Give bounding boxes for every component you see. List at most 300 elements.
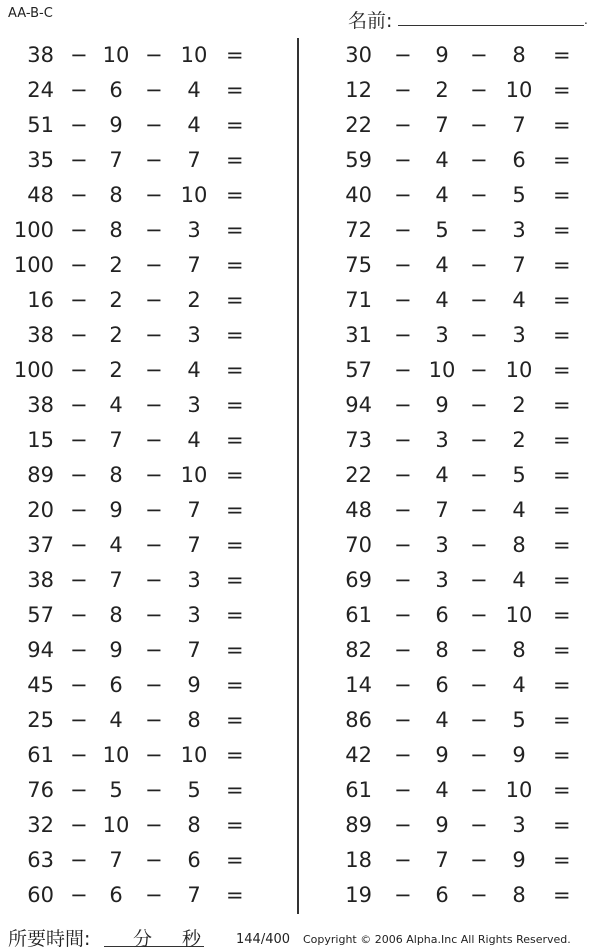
problem-row — [0, 668, 290, 703]
minuend: 57 — [345, 358, 372, 382]
minuend: 94 — [345, 393, 372, 417]
name-label: 名前: — [348, 10, 393, 32]
problem-row — [0, 528, 290, 563]
problem-row — [0, 738, 290, 773]
subtrahend-1: 8 — [109, 183, 123, 207]
worksheet-code: AA-B-C — [8, 6, 53, 21]
minuend: 31 — [345, 323, 372, 347]
minus-sign: − — [145, 603, 163, 627]
problem-row — [0, 283, 290, 318]
subtrahend-2: 8 — [187, 813, 201, 837]
subtrahend-2: 3 — [187, 393, 201, 417]
minus-sign: − — [470, 813, 488, 837]
minus-sign: − — [70, 428, 88, 452]
minus-sign: − — [145, 113, 163, 137]
subtrahend-1: 4 — [435, 148, 449, 172]
equals-sign: = — [226, 358, 244, 382]
equals-sign: = — [553, 253, 571, 277]
equals-sign: = — [553, 428, 571, 452]
minuend: 72 — [345, 218, 372, 242]
minus-sign: − — [394, 813, 412, 837]
minuend: 82 — [345, 638, 372, 662]
subtrahend-1: 6 — [109, 883, 123, 907]
subtrahend-2: 8 — [512, 533, 526, 557]
subtrahend-1: 10 — [428, 358, 456, 382]
minus-sign: − — [70, 358, 88, 382]
subtrahend-1: 8 — [109, 463, 123, 487]
problem-row — [328, 108, 600, 143]
subtrahend-1: 6 — [109, 673, 123, 697]
minus-sign: − — [394, 323, 412, 347]
equals-sign: = — [553, 603, 571, 627]
subtrahend-2: 9 — [512, 743, 526, 767]
subtrahend-1: 8 — [109, 218, 123, 242]
equals-sign: = — [553, 463, 571, 487]
equals-sign: = — [553, 813, 571, 837]
subtrahend-1: 5 — [109, 778, 123, 802]
equals-sign: = — [226, 428, 244, 452]
seconds-unit: 秒 — [182, 928, 202, 950]
minus-sign: − — [145, 393, 163, 417]
minuend: 61 — [27, 743, 54, 767]
minus-sign: − — [394, 218, 412, 242]
subtrahend-2: 3 — [187, 568, 201, 592]
minus-sign: − — [470, 393, 488, 417]
minus-sign: − — [394, 428, 412, 452]
minus-sign: − — [394, 113, 412, 137]
minus-sign: − — [70, 253, 88, 277]
subtrahend-2: 7 — [512, 253, 526, 277]
minus-sign: − — [70, 533, 88, 557]
minus-sign: − — [70, 708, 88, 732]
subtrahend-1: 4 — [435, 253, 449, 277]
equals-sign: = — [553, 288, 571, 312]
minus-sign: − — [394, 568, 412, 592]
minuend: 69 — [345, 568, 372, 592]
minuend: 30 — [345, 43, 372, 67]
equals-sign: = — [553, 533, 571, 557]
subtrahend-1: 2 — [109, 288, 123, 312]
problem-row — [328, 38, 600, 73]
subtrahend-1: 6 — [109, 78, 123, 102]
minus-sign: − — [70, 393, 88, 417]
minuend: 45 — [27, 673, 54, 697]
minus-sign: − — [470, 673, 488, 697]
minus-sign: − — [70, 568, 88, 592]
equals-sign: = — [226, 148, 244, 172]
minus-sign: − — [145, 813, 163, 837]
minus-sign: − — [70, 778, 88, 802]
subtrahend-1: 4 — [435, 288, 449, 312]
copyright-text: Copyright © 2006 Alpha.Inc All Rights Reserved. — [303, 933, 571, 946]
subtrahend-2: 7 — [187, 533, 201, 557]
subtrahend-2: 5 — [512, 463, 526, 487]
equals-sign: = — [553, 113, 571, 137]
problem-row — [328, 248, 600, 283]
minus-sign: − — [394, 708, 412, 732]
equals-sign: = — [553, 43, 571, 67]
subtrahend-1: 3 — [435, 323, 449, 347]
equals-sign: = — [226, 288, 244, 312]
problem-row — [0, 423, 290, 458]
minus-sign: − — [70, 603, 88, 627]
minus-sign: − — [394, 778, 412, 802]
minus-sign: − — [470, 568, 488, 592]
minus-sign: − — [145, 463, 163, 487]
minus-sign: − — [394, 148, 412, 172]
subtrahend-1: 9 — [435, 743, 449, 767]
equals-sign: = — [226, 603, 244, 627]
equals-sign: = — [553, 708, 571, 732]
subtrahend-2: 9 — [187, 673, 201, 697]
subtrahend-2: 5 — [512, 708, 526, 732]
minuend: 19 — [345, 883, 372, 907]
minus-sign: − — [394, 463, 412, 487]
minus-sign: − — [394, 358, 412, 382]
minus-sign: − — [470, 253, 488, 277]
minuend: 18 — [345, 848, 372, 872]
minus-sign: − — [70, 638, 88, 662]
equals-sign: = — [553, 568, 571, 592]
minus-sign: − — [470, 183, 488, 207]
subtrahend-1: 7 — [109, 428, 123, 452]
right-problem-column — [328, 38, 600, 913]
problem-row — [328, 668, 600, 703]
minus-sign: − — [145, 183, 163, 207]
subtrahend-2: 3 — [187, 603, 201, 627]
minus-sign: − — [70, 113, 88, 137]
minuend: 100 — [13, 253, 54, 277]
problem-row — [0, 633, 290, 668]
minus-sign: − — [70, 43, 88, 67]
problem-row — [328, 213, 600, 248]
equals-sign: = — [226, 218, 244, 242]
minus-sign: − — [470, 743, 488, 767]
problem-row — [0, 808, 290, 843]
equals-sign: = — [553, 323, 571, 347]
minus-sign: − — [145, 708, 163, 732]
minuend: 25 — [27, 708, 54, 732]
minus-sign: − — [394, 883, 412, 907]
subtrahend-1: 9 — [109, 113, 123, 137]
minus-sign: − — [470, 288, 488, 312]
minus-sign: − — [470, 638, 488, 662]
equals-sign: = — [226, 498, 244, 522]
problem-row — [328, 283, 600, 318]
equals-sign: = — [226, 708, 244, 732]
minus-sign: − — [394, 498, 412, 522]
problem-row — [328, 563, 600, 598]
minus-sign: − — [394, 183, 412, 207]
equals-sign: = — [226, 533, 244, 557]
subtrahend-2: 9 — [512, 848, 526, 872]
minuend: 86 — [345, 708, 372, 732]
minus-sign: − — [470, 603, 488, 627]
problem-row — [0, 353, 290, 388]
subtrahend-2: 6 — [512, 148, 526, 172]
subtrahend-2: 3 — [512, 323, 526, 347]
minus-sign: − — [394, 253, 412, 277]
minuend: 38 — [27, 323, 54, 347]
minuend: 61 — [345, 603, 372, 627]
minus-sign: − — [470, 323, 488, 347]
subtrahend-1: 5 — [435, 218, 449, 242]
minuend: 73 — [345, 428, 372, 452]
minuend: 61 — [345, 778, 372, 802]
equals-sign: = — [226, 323, 244, 347]
equals-sign: = — [226, 113, 244, 137]
equals-sign: = — [553, 148, 571, 172]
problem-row — [328, 423, 600, 458]
minus-sign: − — [145, 533, 163, 557]
minus-sign: − — [394, 638, 412, 662]
subtrahend-2: 4 — [187, 428, 201, 452]
problem-row — [0, 318, 290, 353]
problem-row — [328, 598, 600, 633]
subtrahend-2: 7 — [187, 498, 201, 522]
problem-row — [0, 108, 290, 143]
subtrahend-2: 3 — [512, 218, 526, 242]
minus-sign: − — [145, 743, 163, 767]
subtrahend-2: 5 — [512, 183, 526, 207]
name-field-line — [398, 25, 584, 26]
subtrahend-2: 10 — [180, 43, 208, 67]
equals-sign: = — [226, 883, 244, 907]
minus-sign: − — [70, 218, 88, 242]
minuend: 35 — [27, 148, 54, 172]
equals-sign: = — [553, 358, 571, 382]
minuend: 38 — [27, 568, 54, 592]
minuend: 63 — [27, 848, 54, 872]
minus-sign: − — [145, 568, 163, 592]
equals-sign: = — [553, 498, 571, 522]
minus-sign: − — [70, 288, 88, 312]
subtrahend-1: 7 — [109, 148, 123, 172]
problem-row — [0, 773, 290, 808]
subtrahend-1: 3 — [435, 428, 449, 452]
equals-sign: = — [553, 743, 571, 767]
subtrahend-2: 8 — [512, 638, 526, 662]
problem-row — [328, 353, 600, 388]
minus-sign: − — [145, 498, 163, 522]
equals-sign: = — [226, 778, 244, 802]
subtrahend-2: 2 — [512, 428, 526, 452]
subtrahend-2: 10 — [505, 603, 533, 627]
problem-row — [328, 493, 600, 528]
minus-sign: − — [470, 218, 488, 242]
subtrahend-2: 8 — [187, 708, 201, 732]
minuend: 14 — [345, 673, 372, 697]
equals-sign: = — [553, 638, 571, 662]
minuend: 70 — [345, 533, 372, 557]
equals-sign: = — [226, 183, 244, 207]
subtrahend-2: 4 — [512, 288, 526, 312]
minus-sign: − — [470, 43, 488, 67]
problem-row — [0, 843, 290, 878]
subtrahend-2: 7 — [187, 883, 201, 907]
subtrahend-1: 2 — [435, 78, 449, 102]
minus-sign: − — [470, 848, 488, 872]
minuend: 71 — [345, 288, 372, 312]
minuend: 100 — [13, 358, 54, 382]
minus-sign: − — [470, 463, 488, 487]
problem-row — [328, 843, 600, 878]
subtrahend-2: 7 — [187, 253, 201, 277]
subtrahend-2: 10 — [180, 463, 208, 487]
subtrahend-1: 7 — [435, 848, 449, 872]
minus-sign: − — [70, 813, 88, 837]
subtrahend-1: 10 — [102, 813, 130, 837]
minus-sign: − — [394, 533, 412, 557]
minutes-unit: 分 — [133, 928, 153, 950]
problem-row — [0, 38, 290, 73]
equals-sign: = — [226, 43, 244, 67]
subtrahend-1: 4 — [109, 708, 123, 732]
problem-row — [328, 73, 600, 108]
problem-row — [328, 878, 600, 913]
minuend: 22 — [345, 463, 372, 487]
subtrahend-1: 6 — [435, 603, 449, 627]
minus-sign: − — [470, 883, 488, 907]
equals-sign: = — [226, 253, 244, 277]
problem-row — [328, 738, 600, 773]
minus-sign: − — [70, 183, 88, 207]
subtrahend-2: 3 — [187, 218, 201, 242]
subtrahend-2: 8 — [512, 43, 526, 67]
minus-sign: − — [70, 883, 88, 907]
subtrahend-2: 7 — [187, 148, 201, 172]
minuend: 32 — [27, 813, 54, 837]
minuend: 94 — [27, 638, 54, 662]
minus-sign: − — [394, 43, 412, 67]
column-divider — [297, 38, 299, 914]
subtrahend-1: 4 — [435, 778, 449, 802]
minuend: 48 — [27, 183, 54, 207]
subtrahend-1: 4 — [109, 393, 123, 417]
subtrahend-1: 9 — [435, 813, 449, 837]
minus-sign: − — [394, 603, 412, 627]
equals-sign: = — [226, 673, 244, 697]
minus-sign: − — [470, 78, 488, 102]
subtrahend-2: 3 — [512, 813, 526, 837]
problem-row — [328, 318, 600, 353]
minus-sign: − — [145, 78, 163, 102]
subtrahend-2: 10 — [180, 183, 208, 207]
subtrahend-1: 7 — [435, 498, 449, 522]
subtrahend-1: 4 — [435, 183, 449, 207]
subtrahend-1: 2 — [109, 323, 123, 347]
minus-sign: − — [70, 78, 88, 102]
minus-sign: − — [470, 708, 488, 732]
equals-sign: = — [553, 78, 571, 102]
footer — [0, 924, 600, 952]
problem-row — [328, 528, 600, 563]
subtrahend-2: 4 — [187, 358, 201, 382]
problem-row — [328, 633, 600, 668]
equals-sign: = — [553, 183, 571, 207]
minus-sign: − — [470, 498, 488, 522]
subtrahend-2: 4 — [187, 113, 201, 137]
problem-row — [0, 73, 290, 108]
minuend: 38 — [27, 393, 54, 417]
minus-sign: − — [145, 848, 163, 872]
minuend: 20 — [27, 498, 54, 522]
minuend: 15 — [27, 428, 54, 452]
minus-sign: − — [145, 638, 163, 662]
subtrahend-1: 2 — [109, 253, 123, 277]
equals-sign: = — [553, 848, 571, 872]
minuend: 12 — [345, 78, 372, 102]
subtrahend-2: 7 — [187, 638, 201, 662]
subtrahend-1: 9 — [109, 498, 123, 522]
subtrahend-1: 8 — [109, 603, 123, 627]
minus-sign: − — [145, 883, 163, 907]
subtrahend-2: 2 — [187, 288, 201, 312]
problem-row — [328, 178, 600, 213]
minuend: 38 — [27, 43, 54, 67]
minuend: 89 — [27, 463, 54, 487]
minuend: 60 — [27, 883, 54, 907]
subtrahend-2: 10 — [505, 78, 533, 102]
minus-sign: − — [394, 393, 412, 417]
minuend: 48 — [345, 498, 372, 522]
problem-row — [0, 563, 290, 598]
minus-sign: − — [470, 533, 488, 557]
problem-row — [328, 773, 600, 808]
left-problem-column — [0, 38, 290, 913]
subtrahend-1: 4 — [109, 533, 123, 557]
subtrahend-1: 7 — [109, 568, 123, 592]
subtrahend-1: 9 — [435, 393, 449, 417]
minus-sign: − — [145, 428, 163, 452]
minuend: 76 — [27, 778, 54, 802]
subtrahend-1: 7 — [435, 113, 449, 137]
equals-sign: = — [226, 393, 244, 417]
subtrahend-2: 10 — [180, 743, 208, 767]
equals-sign: = — [226, 848, 244, 872]
subtrahend-1: 9 — [435, 43, 449, 67]
subtrahend-1: 4 — [435, 463, 449, 487]
subtrahend-1: 10 — [102, 743, 130, 767]
minuend: 40 — [345, 183, 372, 207]
subtrahend-2: 4 — [512, 568, 526, 592]
problem-row — [0, 878, 290, 913]
equals-sign: = — [226, 568, 244, 592]
problem-row — [0, 493, 290, 528]
page-number: 144/400 — [236, 932, 291, 947]
subtrahend-1: 4 — [435, 708, 449, 732]
subtrahend-1: 3 — [435, 568, 449, 592]
minus-sign: − — [470, 148, 488, 172]
minuend: 37 — [27, 533, 54, 557]
subtrahend-2: 6 — [187, 848, 201, 872]
minus-sign: − — [470, 113, 488, 137]
minuend: 16 — [27, 288, 54, 312]
subtrahend-1: 10 — [102, 43, 130, 67]
name-line-dot: . — [584, 13, 588, 27]
minus-sign: − — [145, 358, 163, 382]
equals-sign: = — [226, 78, 244, 102]
minuend: 24 — [27, 78, 54, 102]
minus-sign: − — [394, 78, 412, 102]
subtrahend-1: 6 — [435, 883, 449, 907]
problem-row — [328, 703, 600, 738]
equals-sign: = — [226, 638, 244, 662]
subtrahend-2: 3 — [187, 323, 201, 347]
subtrahend-1: 7 — [109, 848, 123, 872]
problem-row — [0, 598, 290, 633]
problem-row — [0, 178, 290, 213]
